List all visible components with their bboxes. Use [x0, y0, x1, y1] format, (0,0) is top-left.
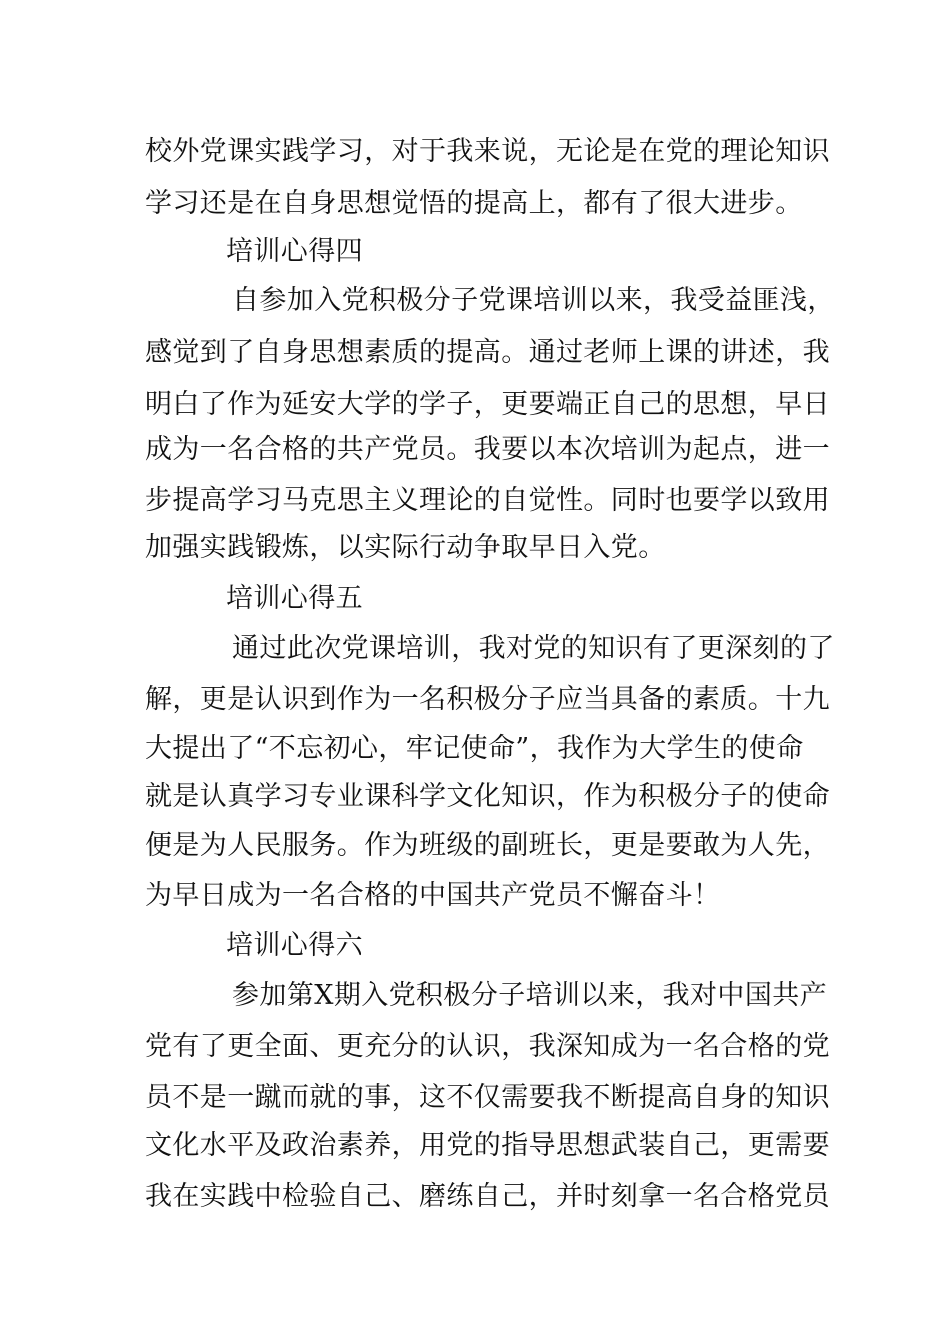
paragraph-line: 步提高学习马克思主义理论的自觉性。同时也要学以致用 — [145, 485, 830, 516]
paragraph-line: 就是认真学习专业课科学文化知识，作为积极分子的使命 — [145, 781, 830, 812]
paragraph-line: 校外党课实践学习，对于我来说，无论是在党的理论知识 — [145, 136, 830, 167]
paragraph-line: 员不是一蹴而就的事，这不仅需要我不断提高自身的知识 — [145, 1082, 830, 1113]
section-heading: 培训心得五 — [226, 583, 363, 614]
paragraph-line: 学习还是在自身思想觉悟的提高上，都有了很大进步。 — [145, 188, 803, 219]
paragraph-line: 大提出了“不忘初心，牢记使命”，我作为大学生的使命 — [145, 733, 804, 764]
section-heading: 培训心得四 — [226, 236, 363, 267]
paragraph-line: 我在实践中检验自己、磨练自己，并时刻拿一名合格党员 — [145, 1181, 830, 1212]
paragraph-line: 为早日成为一名合格的中国共产党员不懈奋斗！ — [145, 880, 721, 911]
paragraph-line: 明白了作为延安大学的学子，更要端正自己的思想，早日 — [145, 389, 830, 420]
paragraph-line: 党有了更全面、更充分的认识，我深知成为一名合格的党 — [145, 1031, 830, 1062]
paragraph-line: 加强实践锻炼，以实际行动争取早日入党。 — [145, 532, 666, 563]
paragraph-line: 成为一名合格的共产党员。我要以本次培训为起点，进一 — [145, 434, 830, 465]
paragraph-line: 通过此次党课培训，我对党的知识有了更深刻的了 — [232, 633, 835, 664]
paragraph-line: 解，更是认识到作为一名积极分子应当具备的素质。十九 — [145, 684, 830, 715]
section-heading: 培训心得六 — [226, 930, 363, 961]
paragraph-line: 便是为人民服务。作为班级的副班长，更是要敢为人先， — [145, 830, 830, 861]
paragraph-line: 参加第X期入党积极分子培训以来，我对中国共产 — [232, 980, 828, 1011]
paragraph-line: 文化水平及政治素养，用党的指导思想武装自己，更需要 — [145, 1130, 830, 1161]
paragraph-line: 感觉到了自身思想素质的提高。通过老师上课的讲述，我 — [145, 337, 830, 368]
paragraph-line: 自参加入党积极分子党课培训以来，我受益匪浅， — [232, 285, 835, 316]
